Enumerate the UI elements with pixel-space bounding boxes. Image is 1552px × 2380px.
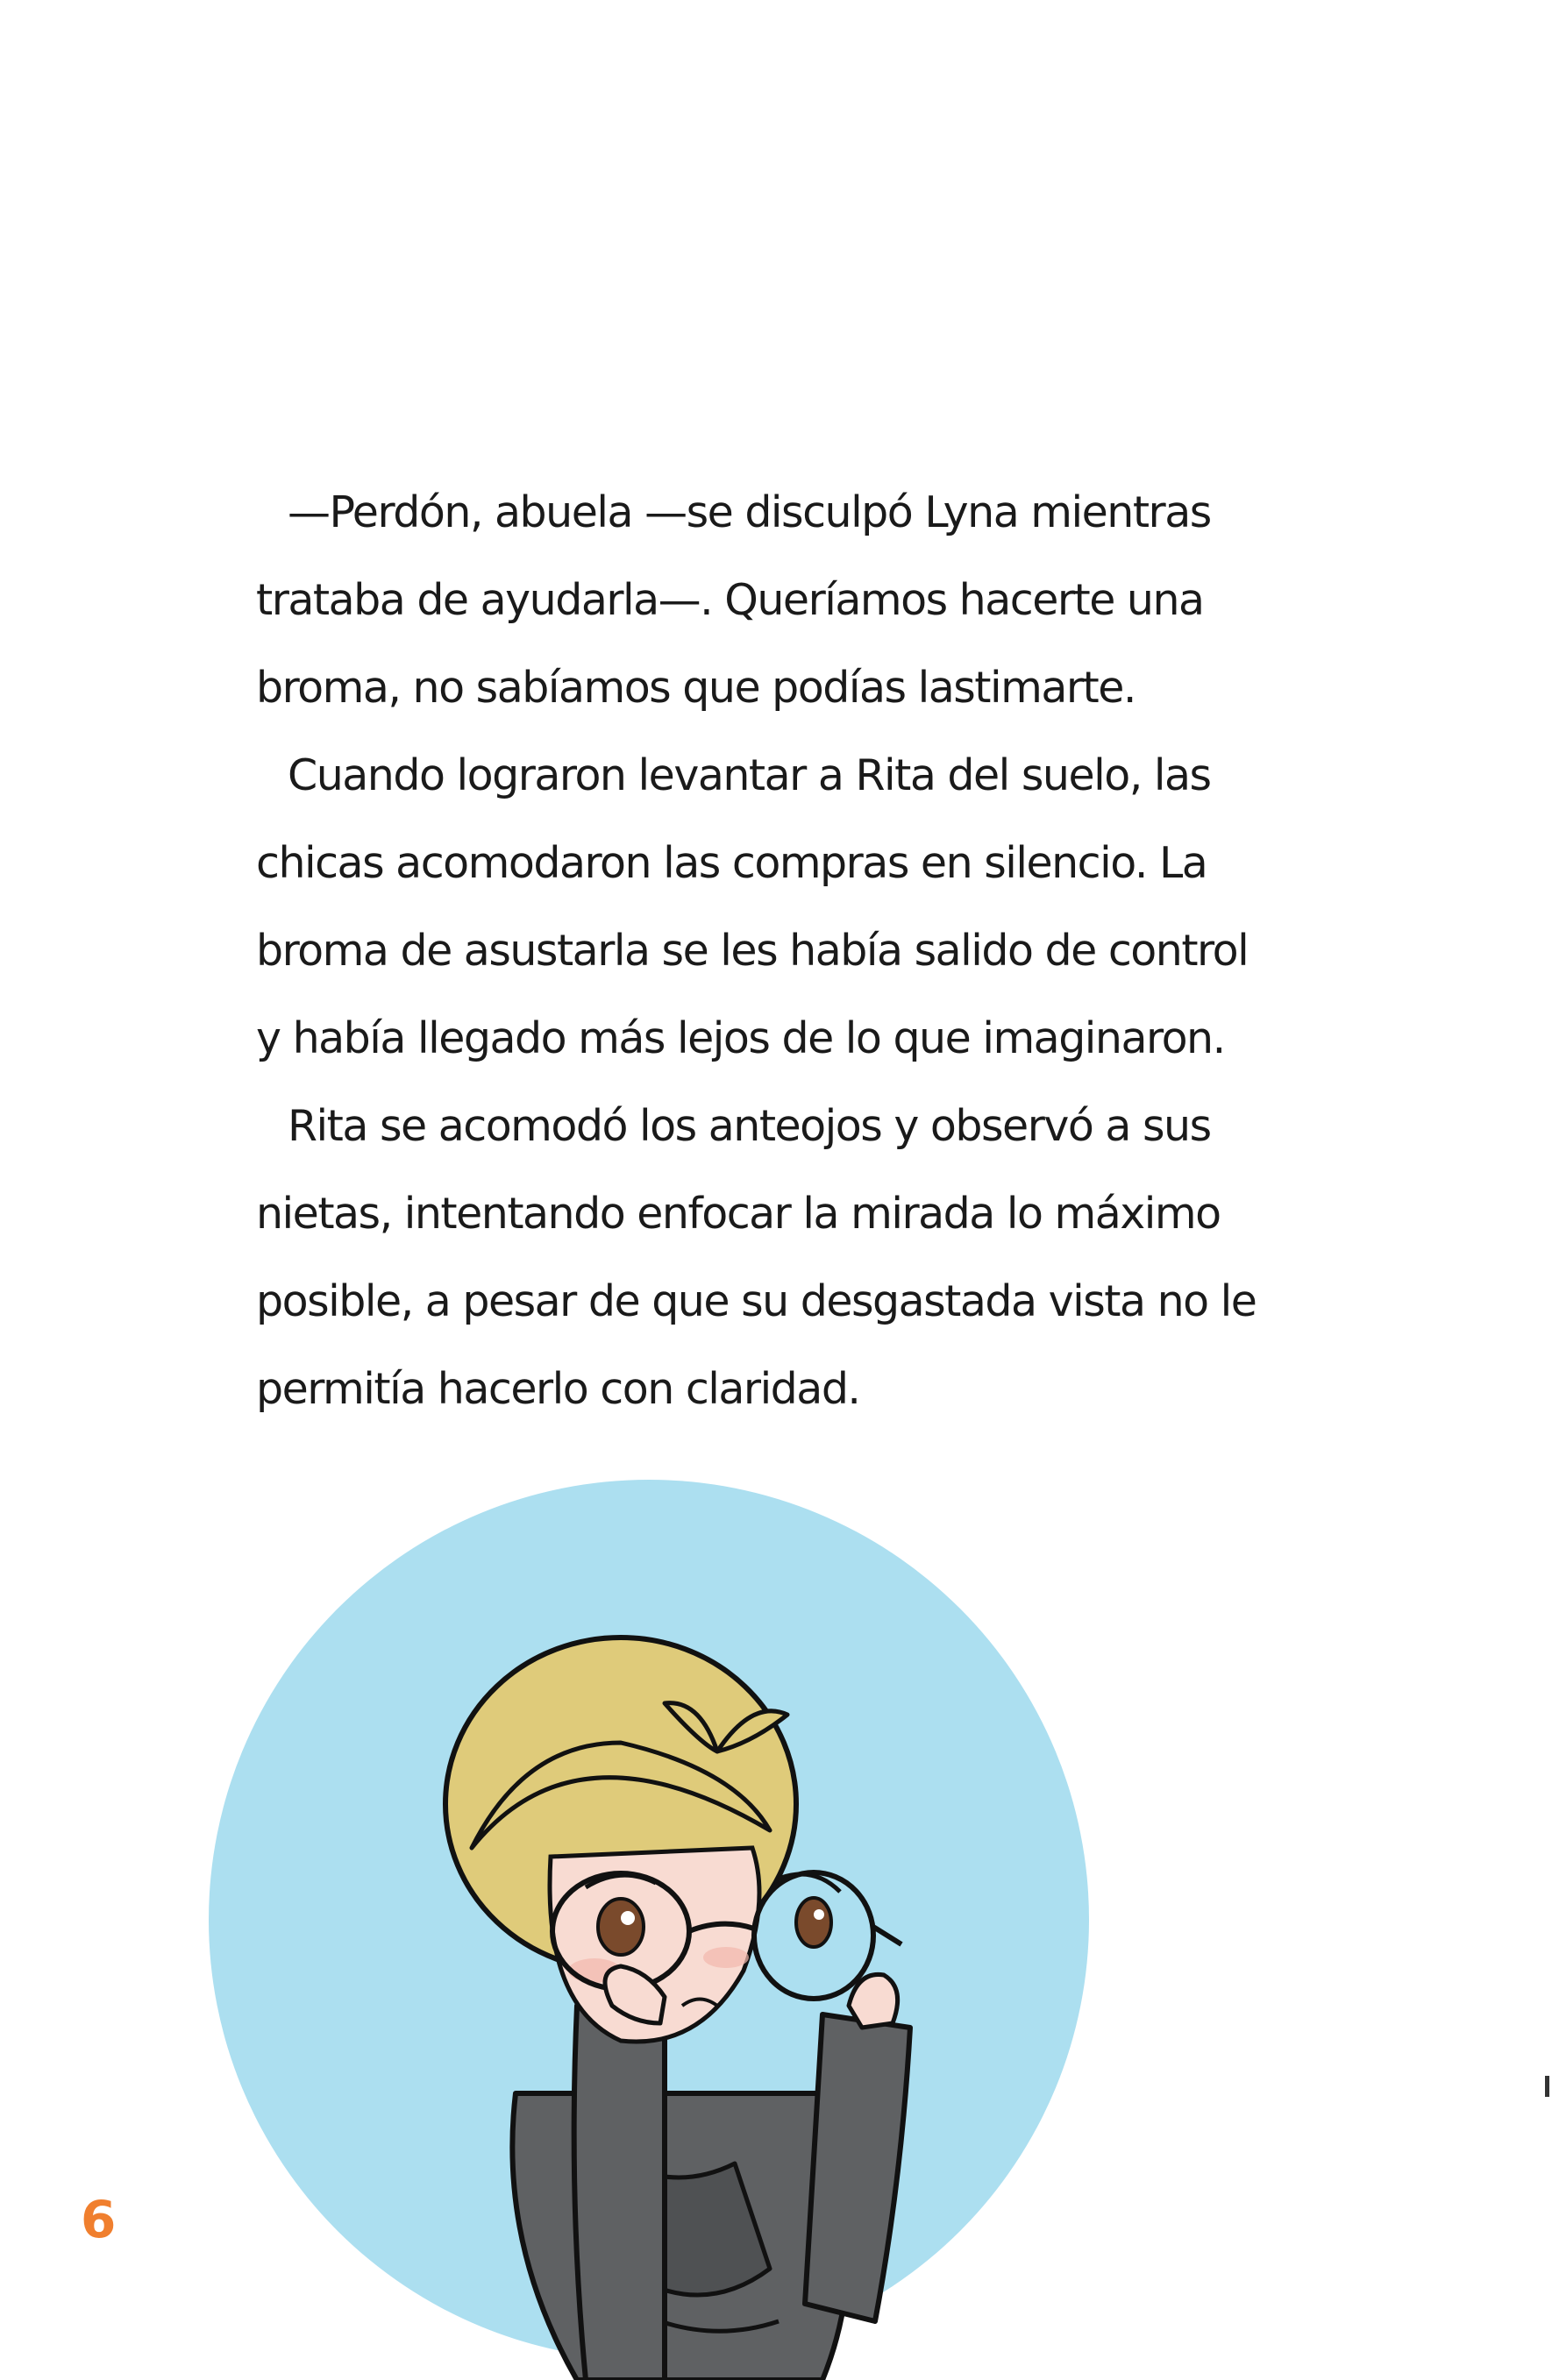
paragraph-3 <box>256 1083 1308 1433</box>
text-line: chicas acomodaron las compras en silencio. La <box>256 838 1207 888</box>
text-line: posible, a pesar de que su desgastada vista no le <box>256 1276 1257 1326</box>
text-line: —Perdón, abuela —se disculpó Lyna mientras <box>288 487 1211 537</box>
text-line: Cuando lograron levantar a Rita del suelo, las <box>288 750 1211 800</box>
text-line: permitía hacerlo con claridad. <box>256 1364 860 1414</box>
paragraph-1 <box>256 469 1308 732</box>
text-line: broma, no sabíamos que podías lastimarte. <box>256 663 1136 713</box>
text-line: y había llegado más lejos de lo que imaginaron. <box>256 1013 1225 1063</box>
edge-mark <box>1545 2076 1549 2097</box>
text-line: broma de asustarla se les había salido de control <box>256 926 1249 976</box>
story-text <box>256 469 1308 1433</box>
text-line: trataba de ayudarla—. Queríamos hacerte una <box>256 575 1204 625</box>
grandmother-illustration <box>209 1480 1089 2380</box>
text-line: Rita se acomodó los anteojos y observó a sus <box>288 1101 1211 1151</box>
page-number: 6 <box>81 2190 117 2249</box>
text-line: nietas, intentando enfocar la mirada lo máximo <box>256 1189 1221 1239</box>
paragraph-2 <box>256 732 1308 1083</box>
